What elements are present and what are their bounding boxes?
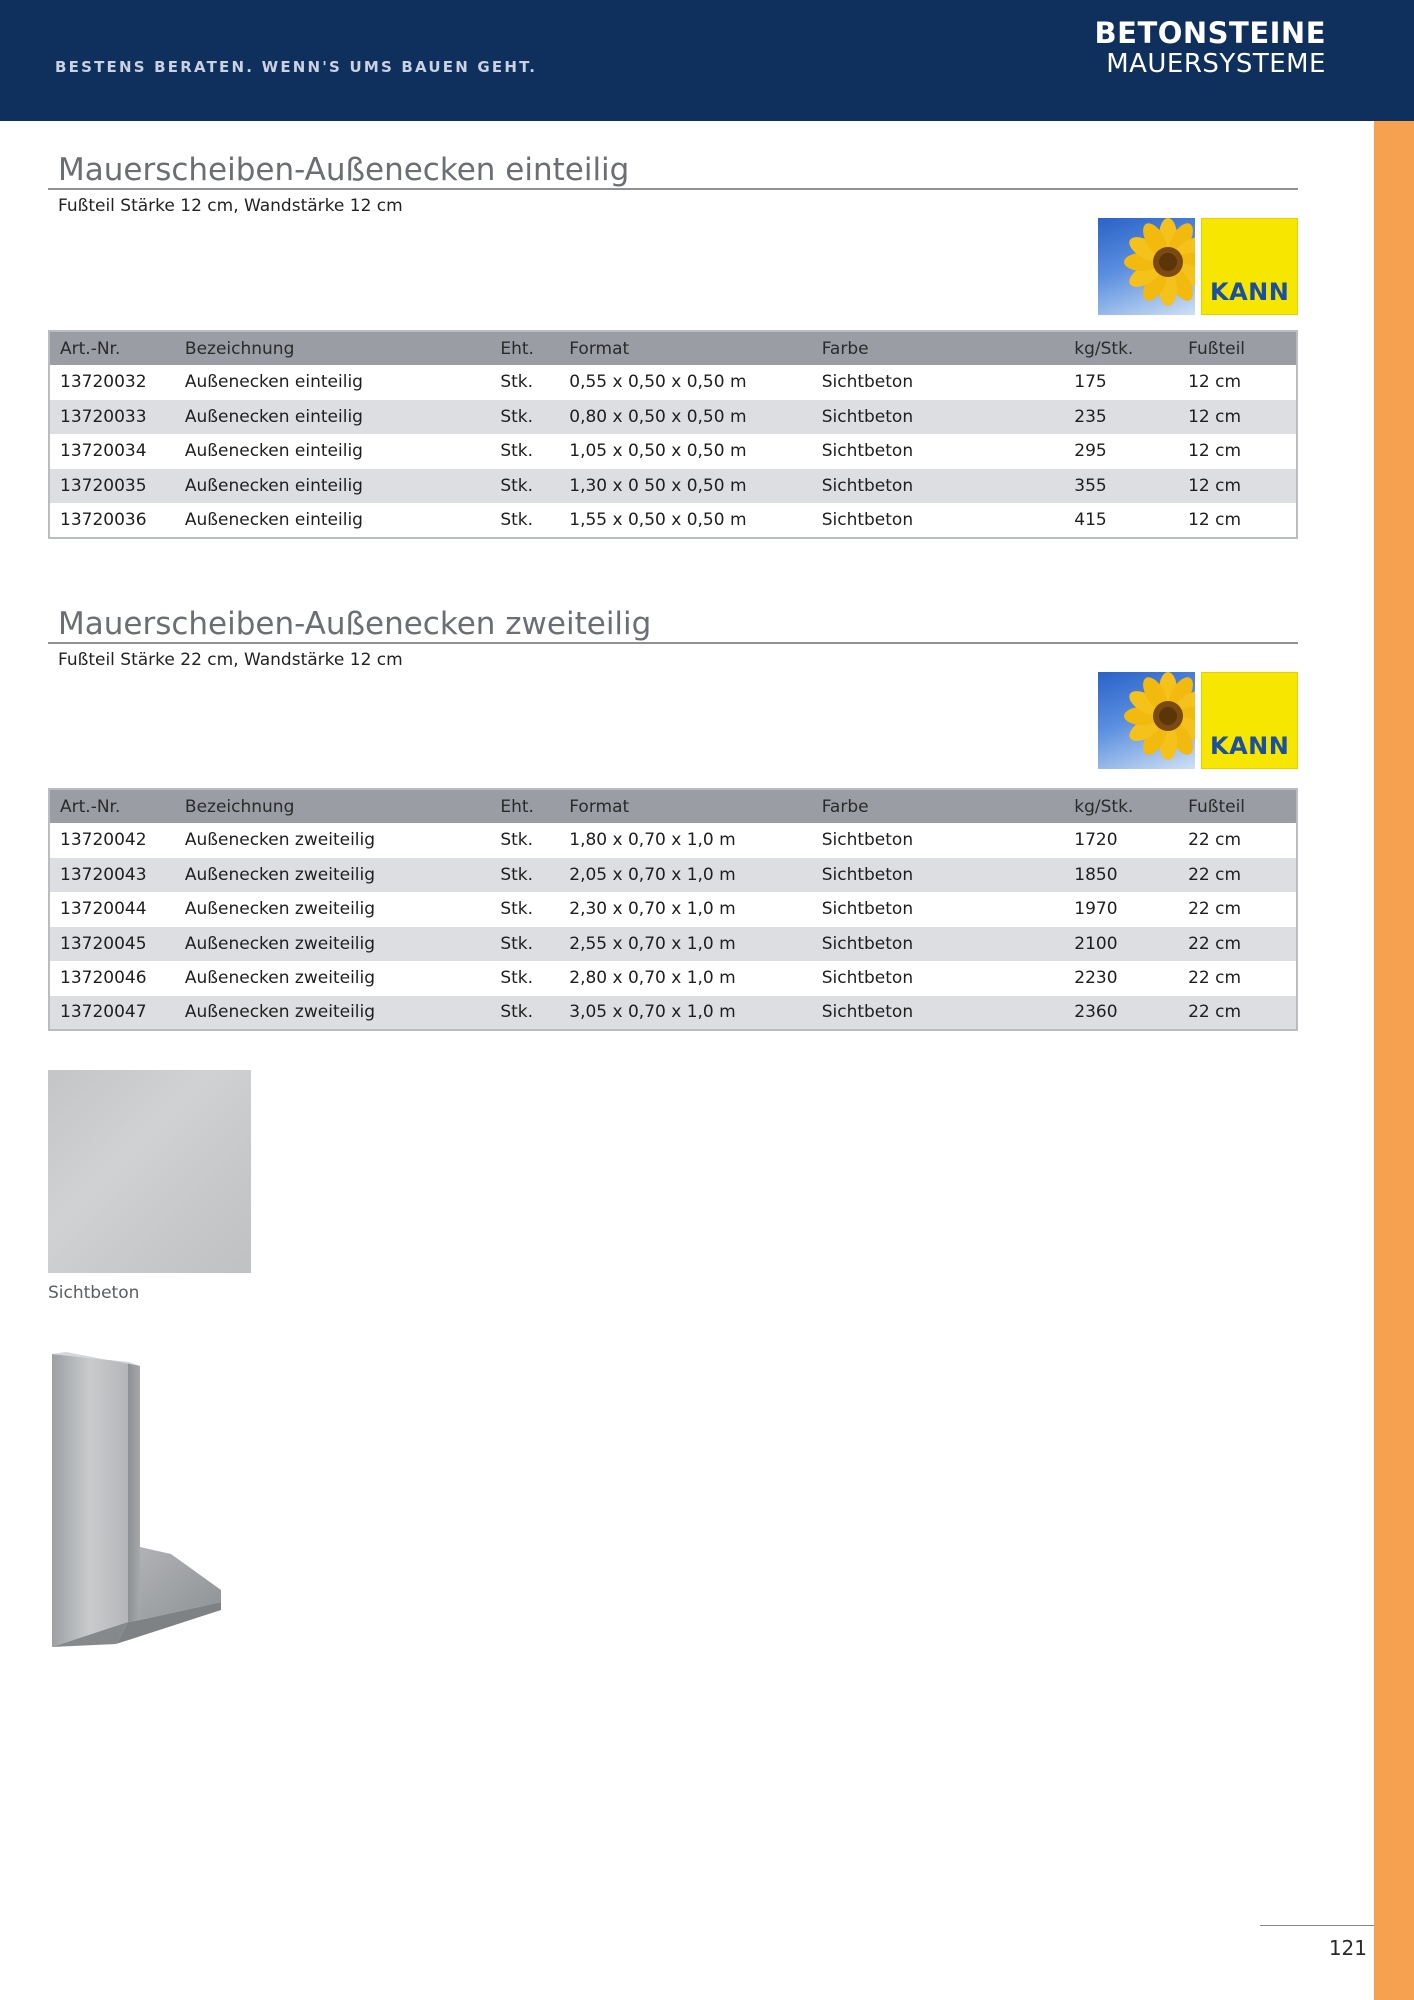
header-tagline: BESTENS BERATEN. WENN'S UMS BAUEN GEHT. — [55, 58, 538, 76]
cell-fussteil: 22 cm — [1178, 996, 1297, 1031]
cell-kg: 1720 — [1074, 830, 1118, 851]
cell-farbe: Sichtbeton — [812, 996, 1065, 1031]
table-row — [49, 927, 1297, 962]
cell-fussteil: 12 cm — [1188, 441, 1242, 462]
cell-farbe: Sichtbeton — [821, 830, 914, 851]
cell-fussteil: 22 cm — [1178, 858, 1297, 893]
cell-bezeichnung: Außenecken zweiteilig — [175, 996, 490, 1031]
cell-bezeichnung: Außenecken zweiteilig — [184, 830, 376, 851]
cell-kg: 415 — [1074, 509, 1107, 530]
section-title: Mauerscheiben-Außenecken einteilig — [48, 150, 1298, 190]
cell-bezeichnung: Außenecken einteilig — [175, 469, 490, 504]
page-number-rule — [1260, 1925, 1374, 1926]
cell-art-nr: 13720047 — [49, 996, 175, 1031]
sunflower-icon — [1098, 672, 1195, 769]
cell-eht: Stk. — [500, 441, 534, 462]
cell-fussteil: 12 cm — [1188, 509, 1242, 530]
kann-logo-text: KANN — [1210, 732, 1290, 760]
cell-farbe: Sichtbeton — [821, 441, 914, 462]
cell-format: 2,55 x 0,70 x 1,0 m — [559, 927, 811, 962]
cell-bezeichnung: Außenecken zweiteilig — [184, 968, 376, 989]
col-header-eht: Eht. — [490, 789, 559, 823]
cell-format: 1,05 x 0,50 x 0,50 m — [569, 441, 747, 462]
cell-art-nr: 13720045 — [49, 927, 175, 962]
header-title — [1095, 18, 1326, 80]
col-header-art-nr: Art.-Nr. — [49, 331, 175, 365]
cell-farbe: Sichtbeton — [821, 509, 914, 530]
cell-art-nr: 13720043 — [49, 858, 175, 893]
cell-kg: 355 — [1064, 469, 1178, 504]
cell-bezeichnung: Außenecken einteilig — [175, 400, 490, 435]
cell-farbe: Sichtbeton — [812, 469, 1065, 504]
kann-logo-text: KANN — [1210, 278, 1290, 306]
kann-logo-box — [1201, 218, 1298, 315]
cell-eht: Stk. — [500, 899, 534, 920]
cell-eht: Stk. — [490, 400, 559, 435]
cell-eht: Stk. — [490, 927, 559, 962]
cell-fussteil: 12 cm — [1188, 372, 1242, 393]
section-zweiteilig — [48, 604, 1298, 1023]
cell-art-nr: 13720035 — [49, 469, 175, 504]
col-header-kg: kg/Stk. — [1064, 331, 1178, 365]
col-header-eht: Eht. — [490, 331, 559, 365]
cell-eht: Stk. — [490, 858, 559, 893]
table-header-row — [49, 789, 1297, 823]
cell-format: 2,80 x 0,70 x 1,0 m — [569, 968, 736, 989]
section-subtitle: Fußteil Stärke 22 cm, Wandstärke 12 cm — [58, 650, 403, 670]
product-image — [46, 1352, 236, 1657]
col-header-kg: kg/Stk. — [1064, 789, 1178, 823]
cell-kg: 295 — [1074, 441, 1107, 462]
cell-bezeichnung: Außenecken einteilig — [184, 509, 363, 530]
kann-logo — [1098, 218, 1298, 318]
sichtbeton-swatch — [48, 1070, 251, 1273]
cell-kg: 175 — [1074, 372, 1107, 393]
col-header-fussteil: Fußteil — [1178, 789, 1297, 823]
col-header-farbe: Farbe — [812, 789, 1065, 823]
cell-farbe: Sichtbeton — [821, 899, 914, 920]
section-title: Mauerscheiben-Außenecken zweiteilig — [48, 604, 1298, 644]
table-row — [49, 400, 1297, 435]
cell-art-nr: 13720044 — [60, 899, 147, 920]
kann-logo-box — [1201, 672, 1298, 769]
col-header-farbe: Farbe — [812, 331, 1065, 365]
cell-art-nr: 13720033 — [49, 400, 175, 435]
cell-eht: Stk. — [500, 372, 534, 393]
section-einteilig — [48, 150, 1298, 530]
cell-format: 0,80 x 0,50 x 0,50 m — [559, 400, 811, 435]
col-header-format: Format — [559, 789, 811, 823]
col-header-fussteil: Fußteil — [1178, 331, 1297, 365]
table-header-row — [49, 331, 1297, 365]
cell-bezeichnung: Außenecken zweiteilig — [184, 899, 376, 920]
header-title-line2: MAUERSYSTEME — [1106, 49, 1326, 79]
product-table-einteilig — [48, 330, 1298, 539]
side-accent-bar — [1374, 121, 1414, 2000]
col-header-bezeichnung: Bezeichnung — [175, 331, 490, 365]
table-row — [49, 858, 1297, 893]
cell-format: 0,55 x 0,50 x 0,50 m — [569, 372, 747, 393]
col-header-bezeichnung: Bezeichnung — [175, 789, 490, 823]
cell-format: 3,05 x 0,70 x 1,0 m — [559, 996, 811, 1031]
cell-art-nr: 13720034 — [60, 441, 147, 462]
cell-art-nr: 13720036 — [60, 509, 147, 530]
cell-art-nr: 13720046 — [60, 968, 147, 989]
cell-bezeichnung: Außenecken einteilig — [184, 441, 363, 462]
table-row — [49, 961, 1297, 996]
cell-farbe: Sichtbeton — [812, 400, 1065, 435]
cell-kg: 1850 — [1064, 858, 1178, 893]
table-row — [49, 365, 1297, 400]
cell-format: 2,05 x 0,70 x 1,0 m — [559, 858, 811, 893]
page-number: 121 — [1328, 1936, 1367, 1960]
cell-kg: 2100 — [1064, 927, 1178, 962]
cell-farbe: Sichtbeton — [812, 927, 1065, 962]
cell-farbe: Sichtbeton — [812, 858, 1065, 893]
cell-art-nr: 13720042 — [60, 830, 147, 851]
cell-bezeichnung: Außenecken einteilig — [184, 372, 363, 393]
table-row — [49, 503, 1297, 538]
cell-eht: Stk. — [500, 509, 534, 530]
cell-eht: Stk. — [490, 996, 559, 1031]
kann-logo — [1098, 672, 1298, 772]
table-row — [49, 996, 1297, 1031]
cell-fussteil: 12 cm — [1178, 469, 1297, 504]
cell-eht: Stk. — [500, 968, 534, 989]
cell-eht: Stk. — [500, 830, 534, 851]
cell-fussteil: 12 cm — [1178, 400, 1297, 435]
cell-farbe: Sichtbeton — [821, 372, 914, 393]
cell-kg: 1970 — [1074, 899, 1118, 920]
cell-kg: 235 — [1064, 400, 1178, 435]
page-header — [0, 0, 1414, 121]
col-header-format: Format — [559, 331, 811, 365]
cell-fussteil: 22 cm — [1188, 830, 1242, 851]
col-header-art-nr: Art.-Nr. — [49, 789, 175, 823]
cell-fussteil: 22 cm — [1178, 927, 1297, 962]
cell-format: 1,55 x 0,50 x 0,50 m — [569, 509, 747, 530]
sunflower-icon — [1098, 218, 1195, 315]
cell-format: 2,30 x 0,70 x 1,0 m — [569, 899, 736, 920]
cell-bezeichnung: Außenecken zweiteilig — [175, 927, 490, 962]
cell-kg: 2230 — [1074, 968, 1118, 989]
table-row — [49, 469, 1297, 504]
cell-eht: Stk. — [490, 469, 559, 504]
cell-fussteil: 22 cm — [1188, 899, 1242, 920]
swatch-label: Sichtbeton — [48, 1283, 140, 1303]
section-subtitle: Fußteil Stärke 12 cm, Wandstärke 12 cm — [58, 196, 403, 216]
cell-bezeichnung: Außenecken zweiteilig — [175, 858, 490, 893]
table-row — [49, 823, 1297, 858]
header-title-line1: BETONSTEINE — [1094, 16, 1326, 50]
product-table-zweiteilig — [48, 788, 1298, 1031]
cell-format: 1,30 x 0 50 x 0,50 m — [559, 469, 811, 504]
table-row — [49, 434, 1297, 469]
cell-farbe: Sichtbeton — [821, 968, 914, 989]
cell-format: 1,80 x 0,70 x 1,0 m — [569, 830, 736, 851]
table-row — [49, 892, 1297, 927]
cell-kg: 2360 — [1064, 996, 1178, 1031]
cell-fussteil: 22 cm — [1188, 968, 1242, 989]
cell-art-nr: 13720032 — [60, 372, 147, 393]
